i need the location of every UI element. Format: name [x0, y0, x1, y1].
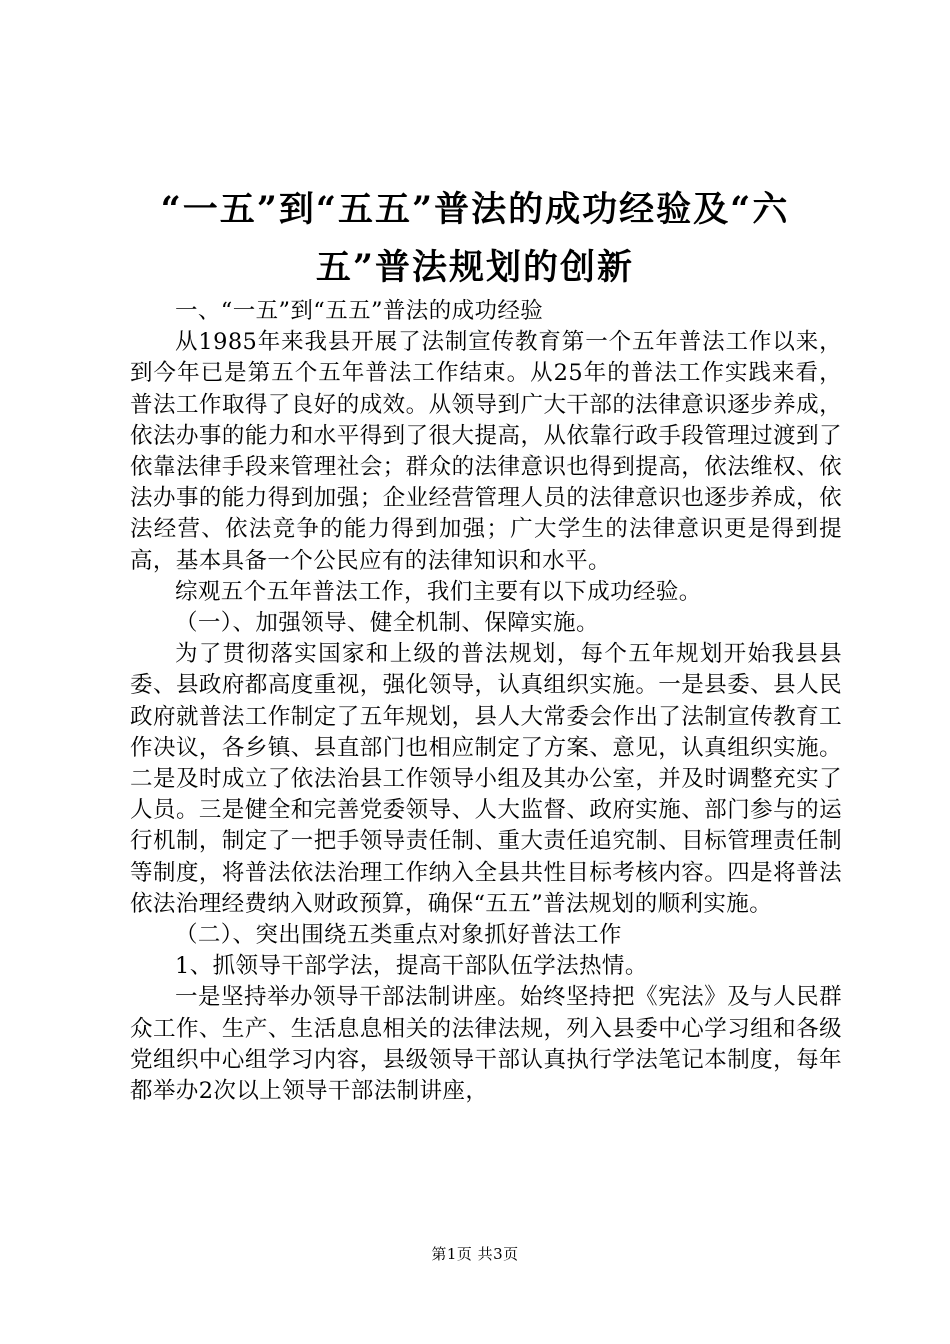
list-item-heading: 1、抓领导干部学法，提高干部队伍学法热情。 [175, 953, 648, 980]
subsection-heading: （一）、加强领导、健全机制、保障实施。 [175, 610, 599, 637]
section-heading: 一、“一五”到“五五”普法的成功经验 [175, 298, 544, 324]
subsection-heading: （二）、突出围绕五类重点对象抓好普法工作 [175, 922, 622, 949]
document-title-line-1: “一五”到“五五”普法的成功经验及“六 [160, 189, 790, 230]
paragraph: 综观五个五年普法工作，我们主要有以下成功经验。 [175, 578, 702, 605]
paragraph: 从1985年来我县开展了法制宣传教育第一个五年普法工作以来，到今年已是第五个五年普法工作结束。从25年的普法工作实践来看，普法工作取得了良好的成效。从领导到广大干部的法律意识逐步养成，依法办事的能力和水平得到了很大提高，从依靠行政手段管理过渡到了依靠法律手段来管理社会；群众的法律意识也得到提高，依法维权、依法办事的能力得到加强；企业经营管理人员的法律意识也逐步养成，依法经营、依法竞争的能力得到加强；广大学生的法律意识更是得到提高，基本具备一个公民应有的法律知识和水平。 [130, 329, 842, 574]
document-title-line-2: 五”普法规划的创新 [315, 247, 635, 288]
paragraph: 一是坚持举办领导干部法制讲座。始终坚持把《宪法》及与人民群众工作、生产、生活息息相关的法律法规，列入县委中心学习组和各级党组织中心组学习内容，县级领导干部认真执行学法笔记本制度，每年都举办2次以上领导干部法制讲座， [130, 984, 842, 1105]
paragraph: 为了贯彻落实国家和上级的普法规划，每个五年规划开始我县县委、县政府都高度重视，强化领导，认真组织实施。一是县委、县人民政府就普法工作制定了五年规划，县人大常委会作出了法制宣传教育工作决议，各乡镇、县直部门也相应制定了方案、意见，认真组织实施。二是及时成立了依法治县工作领导小组及其办公室，并及时调整充实了人员。三是健全和完善党委领导、人大监督、政府实施、部门参与的运行机制，制定了一把手领导责任制、重大责任追究制、目标管理责任制等制度，将普法依法治理工作纳入全县共性目标考核内容。四是将普法依法治理经费纳入财政预算，确保“五五”普法规划的顺利实施。 [130, 641, 842, 917]
document-body [130, 296, 842, 1107]
page-number-footer: 第1页 共3页 [431, 1245, 519, 1263]
